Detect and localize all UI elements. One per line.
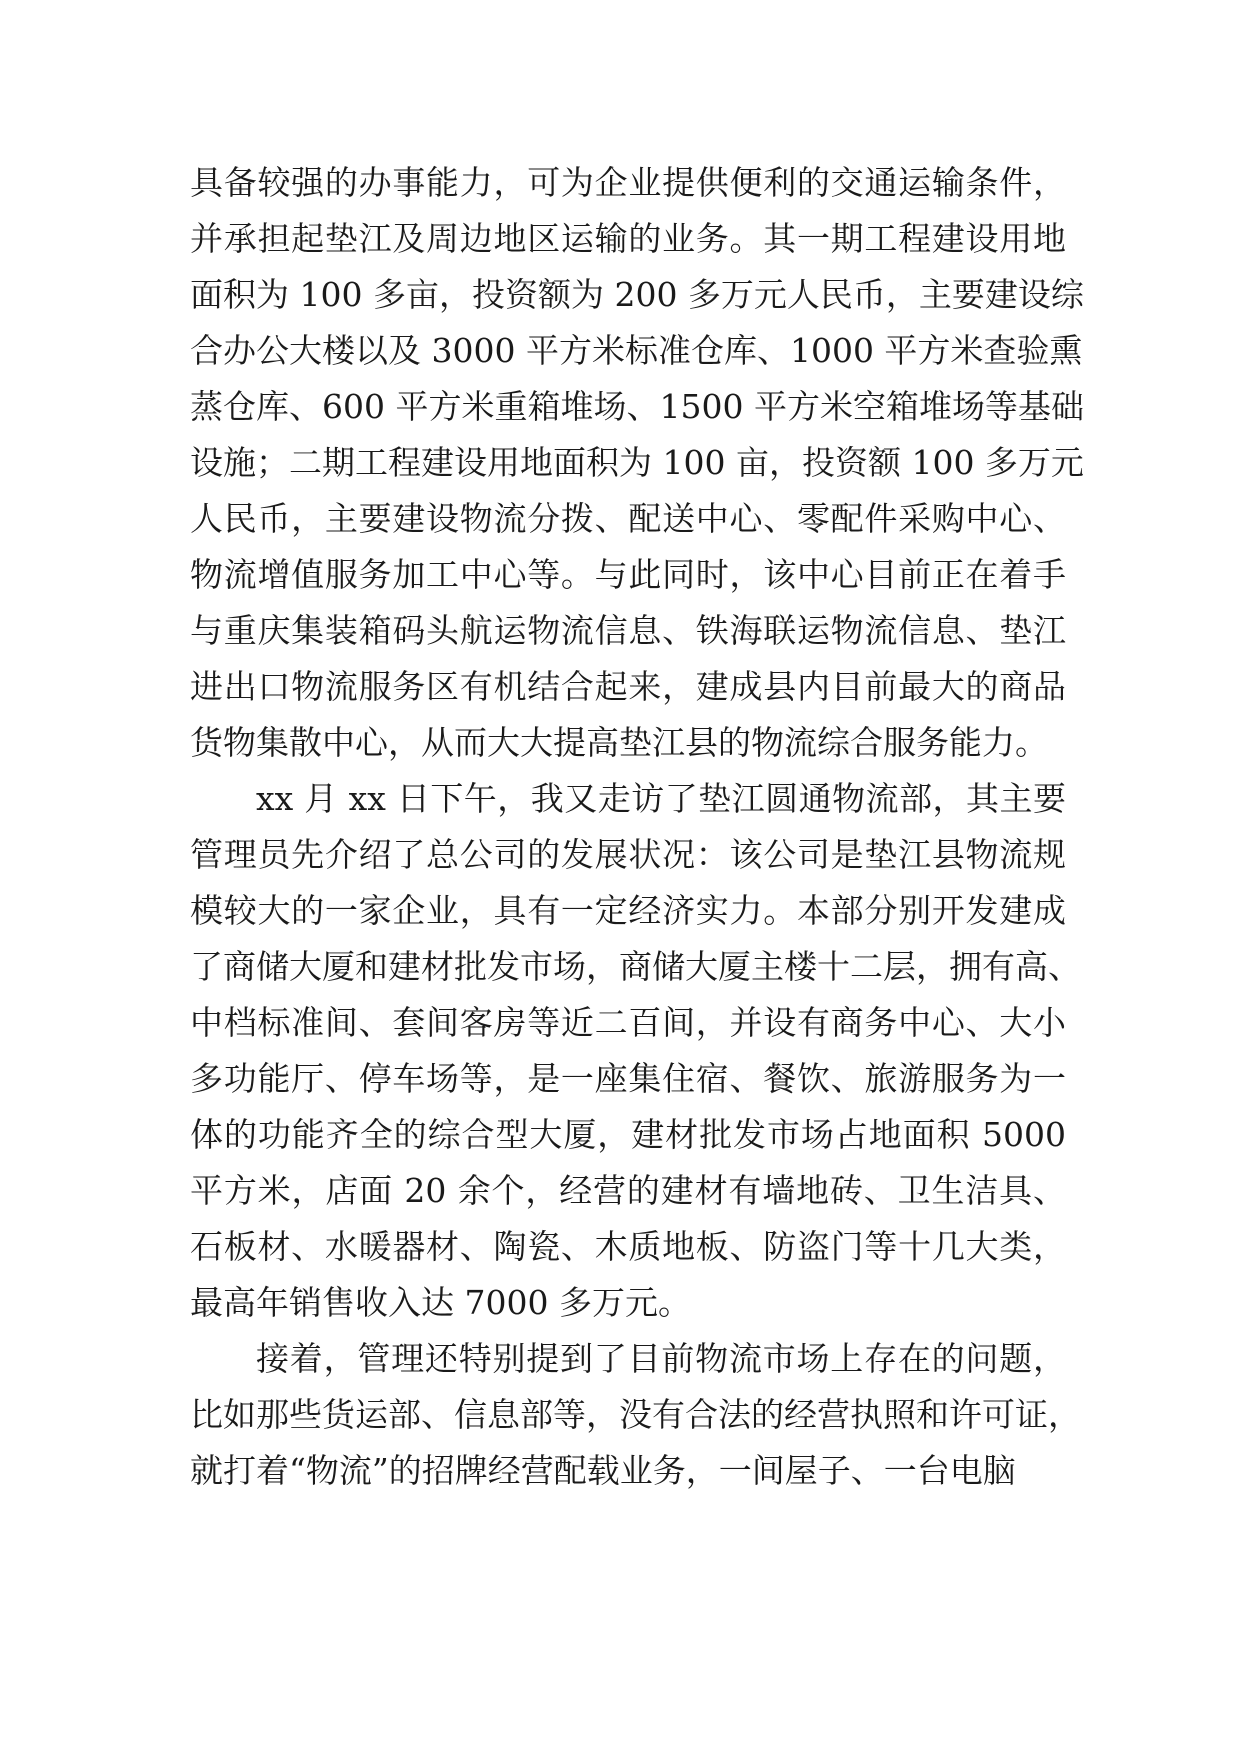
text-line: 人民币，主要建设物流分拨、配送中心、零配件采购中心、 [190,499,1066,538]
text-line: 石板材、水暖器材、陶瓷、木质地板、防盗门等十几大类， [190,1227,1066,1266]
text-line: 比如那些货运部、信息部等，没有合法的经营执照和许可证， [190,1395,1081,1434]
paragraph-3 [190,1331,1081,1499]
text-line: 管理员先介绍了总公司的发展状况：该公司是垫江县物流规 [190,835,1066,874]
paragraph-2 [190,771,1081,1331]
text-line: 物流增值服务加工中心等。与此同时，该中心目前正在着手 [190,555,1066,594]
text-line: 合办公大楼以及 3000 平方米标准仓库、1000 平方米查验熏 [190,331,1083,370]
text-line: 货物集散中心，从而大大提高垫江县的物流综合服务能力。 [190,723,1048,762]
text-line: 就打着“物流”的招牌经营配载业务，一间屋子、一台电脑 [190,1451,1016,1490]
text-line: 进出口物流服务区有机结合起来，建成县内目前最大的商品 [190,667,1066,706]
text-line: 最高年销售收入达 7000 多万元。 [190,1283,691,1322]
text-line: 与重庆集装箱码头航运物流信息、铁海联运物流信息、垫江 [190,611,1066,650]
text-line: 设施；二期工程建设用地面积为 100 亩，投资额 100 多万元 [190,443,1084,482]
text-line: 具备较强的办事能力，可为企业提供便利的交通运输条件， [190,163,1066,202]
text-line: 模较大的一家企业，具有一定经济实力。本部分别开发建成 [190,891,1066,930]
text-line: 面积为 100 多亩，投资额为 200 多万元人民币，主要建设综 [190,275,1084,314]
text-line: 并承担起垫江及周边地区运输的业务。其一期工程建设用地 [190,219,1066,258]
paragraph-1 [190,155,1084,771]
text-line: xx 月 xx 日下午，我又走访了垫江圆通物流部，其主要 [256,779,1066,818]
text-line: 蒸仓库、600 平方米重箱堆场、1500 平方米空箱堆场等基础 [190,387,1084,426]
text-line: 了商储大厦和建材批发市场，商储大厦主楼十二层，拥有高、 [190,947,1081,986]
text-line: 中档标准间、套间客房等近二百间，并设有商务中心、大小 [190,1003,1066,1042]
text-line: 体的功能齐全的综合型大厦，建材批发市场占地面积 5000 [190,1115,1066,1154]
text-line: 平方米，店面 20 余个，经营的建材有墙地砖、卫生洁具、 [190,1171,1066,1210]
document-body [190,155,1084,1499]
text-line: 接着，管理还特别提到了目前物流市场上存在的问题， [256,1339,1066,1378]
text-line: 多功能厅、停车场等，是一座集住宿、餐饮、旅游服务为一 [190,1059,1066,1098]
